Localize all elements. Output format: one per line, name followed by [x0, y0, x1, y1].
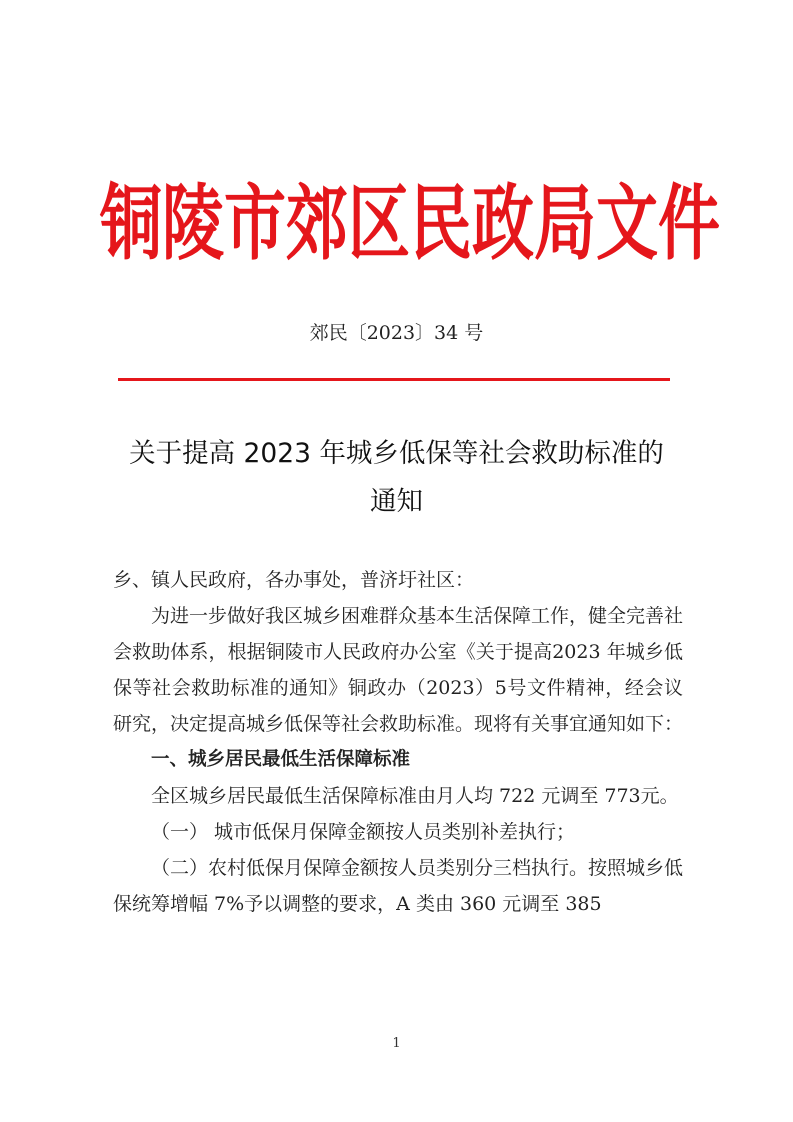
notice-title	[100, 430, 693, 526]
red-divider-line	[118, 378, 670, 381]
intro-paragraph: 为进一步做好我区城乡困难群众基本生活保障工作，健全完善社会救助体系，根据铜陵市人民政府办公室《关于提高2023 年城乡低保等社会救助标准的通知》铜政办（2023）5号文件精神，经会议研究，决定提高城乡低保等社会救助标准。现将有关事宜通知如下：	[113, 605, 684, 735]
document-number: 郊民〔2023〕34 号	[309, 322, 484, 344]
page-number: 1	[392, 1036, 401, 1051]
list-item-2: （二）农村低保月保障金额按人员类别分三档执行。按照城乡低保统筹增幅 7%予以调整的要求，A 类由 360 元调至 385	[113, 857, 684, 915]
notice-body	[113, 562, 683, 922]
list-item-1: （一） 城市低保月保障金额按人员类别补差执行；	[151, 821, 576, 843]
addressee-line: 乡、镇人民政府，各办事处，普济圩社区：	[113, 569, 475, 591]
document-header-title: 铜陵市郊区民政局文件	[100, 175, 721, 272]
notice-title-line-1: 关于提高 2023 年城乡低保等社会救助标准的	[129, 438, 664, 469]
standard-paragraph: 全区城乡居民最低生活保障标准由月人均 722 元调至 773元。	[151, 785, 679, 807]
notice-title-line-2: 通知	[370, 486, 423, 517]
section-heading-1: 一、城乡居民最低生活保障标准	[151, 749, 411, 770]
